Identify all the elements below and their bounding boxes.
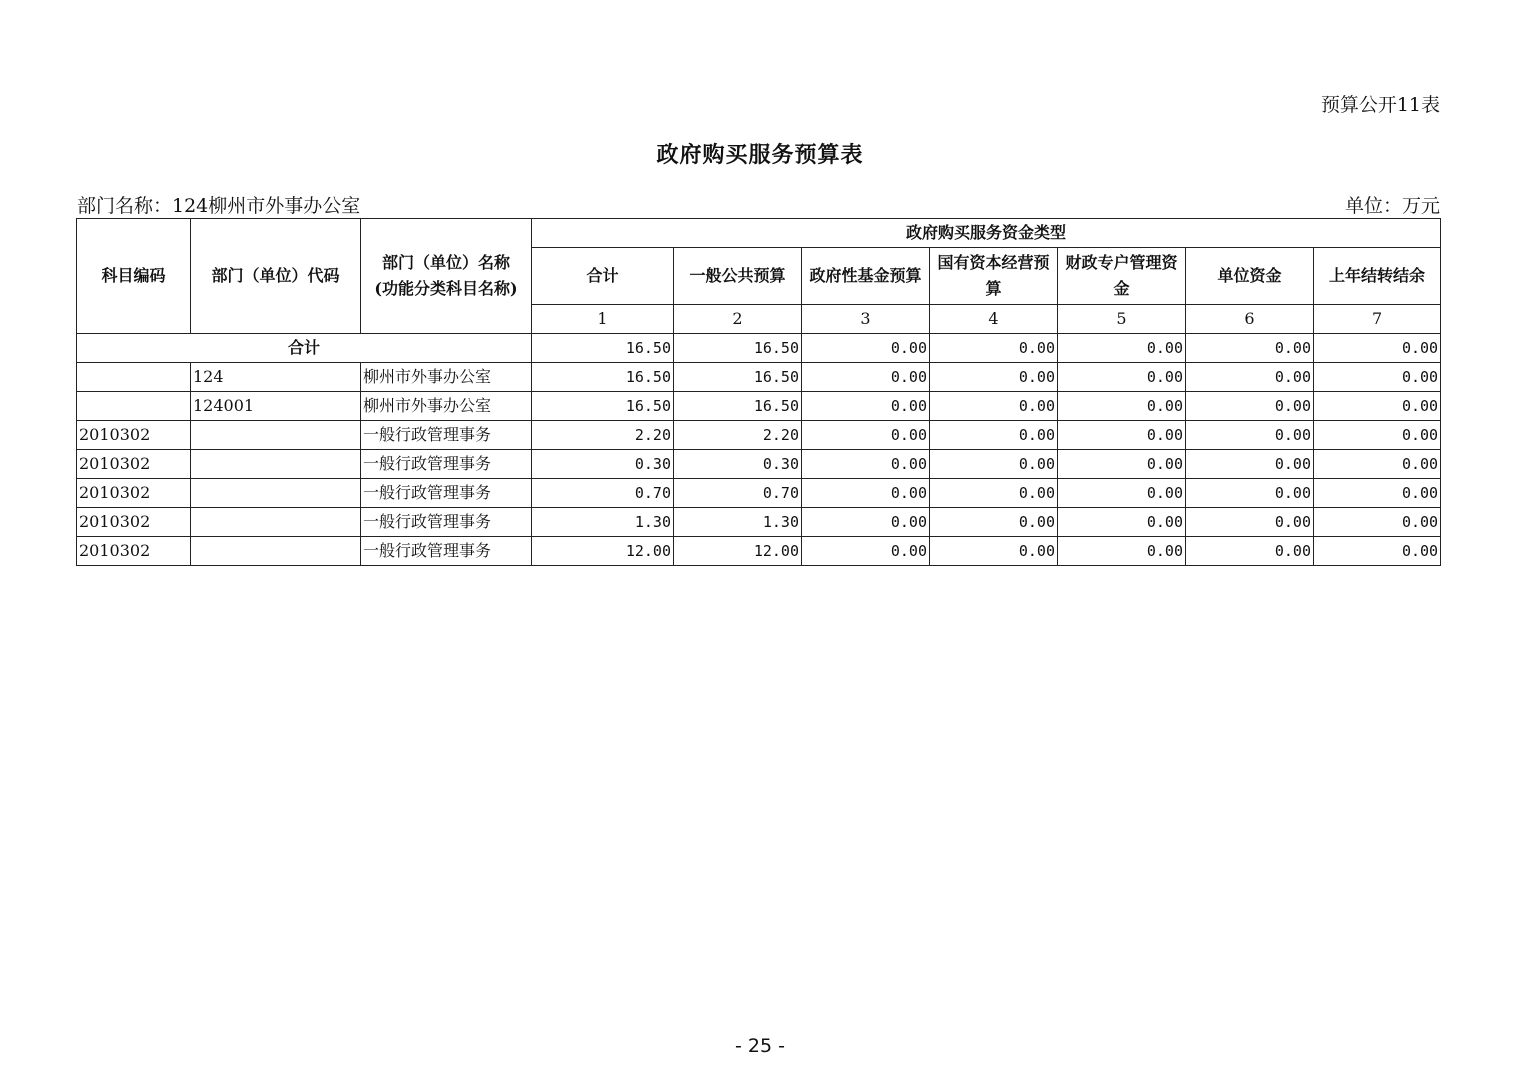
header-num-5: 5 <box>1058 305 1186 334</box>
name-cell: 一般行政管理事务 <box>361 508 532 537</box>
value-cell: 2.20 <box>532 421 674 450</box>
total-value: 0.00 <box>802 334 930 363</box>
name-cell: 柳州市外事办公室 <box>361 363 532 392</box>
header-num-4: 4 <box>930 305 1058 334</box>
value-cell: 0.00 <box>802 363 930 392</box>
value-cell: 0.00 <box>1186 479 1314 508</box>
value-cell: 0.00 <box>1058 537 1186 566</box>
value-cell: 0.00 <box>802 392 930 421</box>
total-value: 16.50 <box>674 334 802 363</box>
value-cell: 0.00 <box>930 450 1058 479</box>
value-cell: 0.00 <box>930 508 1058 537</box>
value-cell: 1.30 <box>674 508 802 537</box>
header-dept-code: 部门（单位）代码 <box>191 219 361 334</box>
header-num-6: 6 <box>1186 305 1314 334</box>
value-cell: 0.00 <box>802 537 930 566</box>
value-cell: 0.30 <box>674 450 802 479</box>
header-col-2: 一般公共预算 <box>674 248 802 305</box>
table-row <box>77 508 1441 537</box>
dept-code-cell: 124 <box>191 363 361 392</box>
header-col-1: 合计 <box>532 248 674 305</box>
header-dept-name-line2: (功能分类科目名称) <box>374 279 518 298</box>
value-cell: 0.00 <box>1058 508 1186 537</box>
value-cell: 0.00 <box>1058 479 1186 508</box>
value-cell: 0.00 <box>1186 421 1314 450</box>
table-row <box>77 479 1441 508</box>
total-value: 0.00 <box>1186 334 1314 363</box>
dept-code-cell <box>191 508 361 537</box>
total-value: 0.00 <box>1058 334 1186 363</box>
value-cell: 1.30 <box>532 508 674 537</box>
name-cell: 一般行政管理事务 <box>361 479 532 508</box>
table-row <box>77 421 1441 450</box>
header-num-3: 3 <box>802 305 930 334</box>
value-cell: 0.00 <box>1314 508 1441 537</box>
value-cell: 2.20 <box>674 421 802 450</box>
department-label: 部门名称：124柳州市外事办公室 <box>77 195 361 217</box>
value-cell: 0.00 <box>802 479 930 508</box>
budget-table <box>76 218 1441 566</box>
header-num-1: 1 <box>532 305 674 334</box>
header-num-7: 7 <box>1314 305 1441 334</box>
value-cell: 0.00 <box>1314 392 1441 421</box>
name-cell: 柳州市外事办公室 <box>361 392 532 421</box>
value-cell: 0.00 <box>1314 450 1441 479</box>
subject-code-cell: 2010302 <box>77 508 191 537</box>
subject-code-cell: 2010302 <box>77 421 191 450</box>
value-cell: 0.00 <box>1058 392 1186 421</box>
subject-code-cell <box>77 363 191 392</box>
value-cell: 0.00 <box>1314 363 1441 392</box>
value-cell: 16.50 <box>674 392 802 421</box>
value-cell: 16.50 <box>532 363 674 392</box>
value-cell: 0.00 <box>1314 421 1441 450</box>
value-cell: 0.00 <box>930 479 1058 508</box>
value-cell: 0.00 <box>802 450 930 479</box>
value-cell: 0.00 <box>1314 537 1441 566</box>
total-value: 0.00 <box>930 334 1058 363</box>
value-cell: 0.00 <box>1186 392 1314 421</box>
total-row <box>77 334 1441 363</box>
value-cell: 0.00 <box>1314 479 1441 508</box>
total-value: 0.00 <box>1314 334 1441 363</box>
value-cell: 0.00 <box>930 421 1058 450</box>
table-row <box>77 392 1441 421</box>
dept-code-cell: 124001 <box>191 392 361 421</box>
dept-code-cell <box>191 479 361 508</box>
value-cell: 0.00 <box>1058 421 1186 450</box>
page-number: - 25 - <box>735 1035 785 1057</box>
header-subject-code: 科目编码 <box>77 219 191 334</box>
header-col-6: 单位资金 <box>1186 248 1314 305</box>
name-cell: 一般行政管理事务 <box>361 450 532 479</box>
value-cell: 0.00 <box>802 508 930 537</box>
value-cell: 0.00 <box>1186 508 1314 537</box>
value-cell: 0.00 <box>1186 363 1314 392</box>
table-row <box>77 450 1441 479</box>
header-num-2: 2 <box>674 305 802 334</box>
unit-label: 单位：万元 <box>1344 195 1440 217</box>
value-cell: 0.00 <box>930 392 1058 421</box>
subject-code-cell: 2010302 <box>77 450 191 479</box>
header-col-5: 财政专户管理资金 <box>1058 248 1186 305</box>
table-row <box>77 537 1441 566</box>
value-cell: 0.00 <box>1058 450 1186 479</box>
header-dept-name <box>361 219 532 334</box>
header-dept-name-line1: 部门（单位）名称 <box>381 253 510 272</box>
dept-code-cell <box>191 537 361 566</box>
header-col-3: 政府性基金预算 <box>802 248 930 305</box>
value-cell: 16.50 <box>532 392 674 421</box>
value-cell: 0.70 <box>674 479 802 508</box>
header-fund-type-group: 政府购买服务资金类型 <box>532 219 1441 248</box>
name-cell: 一般行政管理事务 <box>361 537 532 566</box>
value-cell: 0.00 <box>1058 363 1186 392</box>
header-col-7: 上年结转结余 <box>1314 248 1441 305</box>
value-cell: 0.00 <box>1186 450 1314 479</box>
header-col-4: 国有资本经营预算 <box>930 248 1058 305</box>
value-cell: 12.00 <box>674 537 802 566</box>
value-cell: 0.70 <box>532 479 674 508</box>
value-cell: 0.00 <box>802 421 930 450</box>
value-cell: 12.00 <box>532 537 674 566</box>
total-label: 合计 <box>77 334 532 363</box>
dept-code-cell <box>191 421 361 450</box>
value-cell: 0.30 <box>532 450 674 479</box>
value-cell: 0.00 <box>930 537 1058 566</box>
total-value: 16.50 <box>532 334 674 363</box>
name-cell: 一般行政管理事务 <box>361 421 532 450</box>
subject-code-cell: 2010302 <box>77 479 191 508</box>
subject-code-cell <box>77 392 191 421</box>
value-cell: 0.00 <box>1186 537 1314 566</box>
dept-code-cell <box>191 450 361 479</box>
table-row <box>77 363 1441 392</box>
table-number: 预算公开11表 <box>1320 94 1440 116</box>
page-title: 政府购买服务预算表 <box>656 142 864 168</box>
value-cell: 0.00 <box>930 363 1058 392</box>
value-cell: 16.50 <box>674 363 802 392</box>
subject-code-cell: 2010302 <box>77 537 191 566</box>
